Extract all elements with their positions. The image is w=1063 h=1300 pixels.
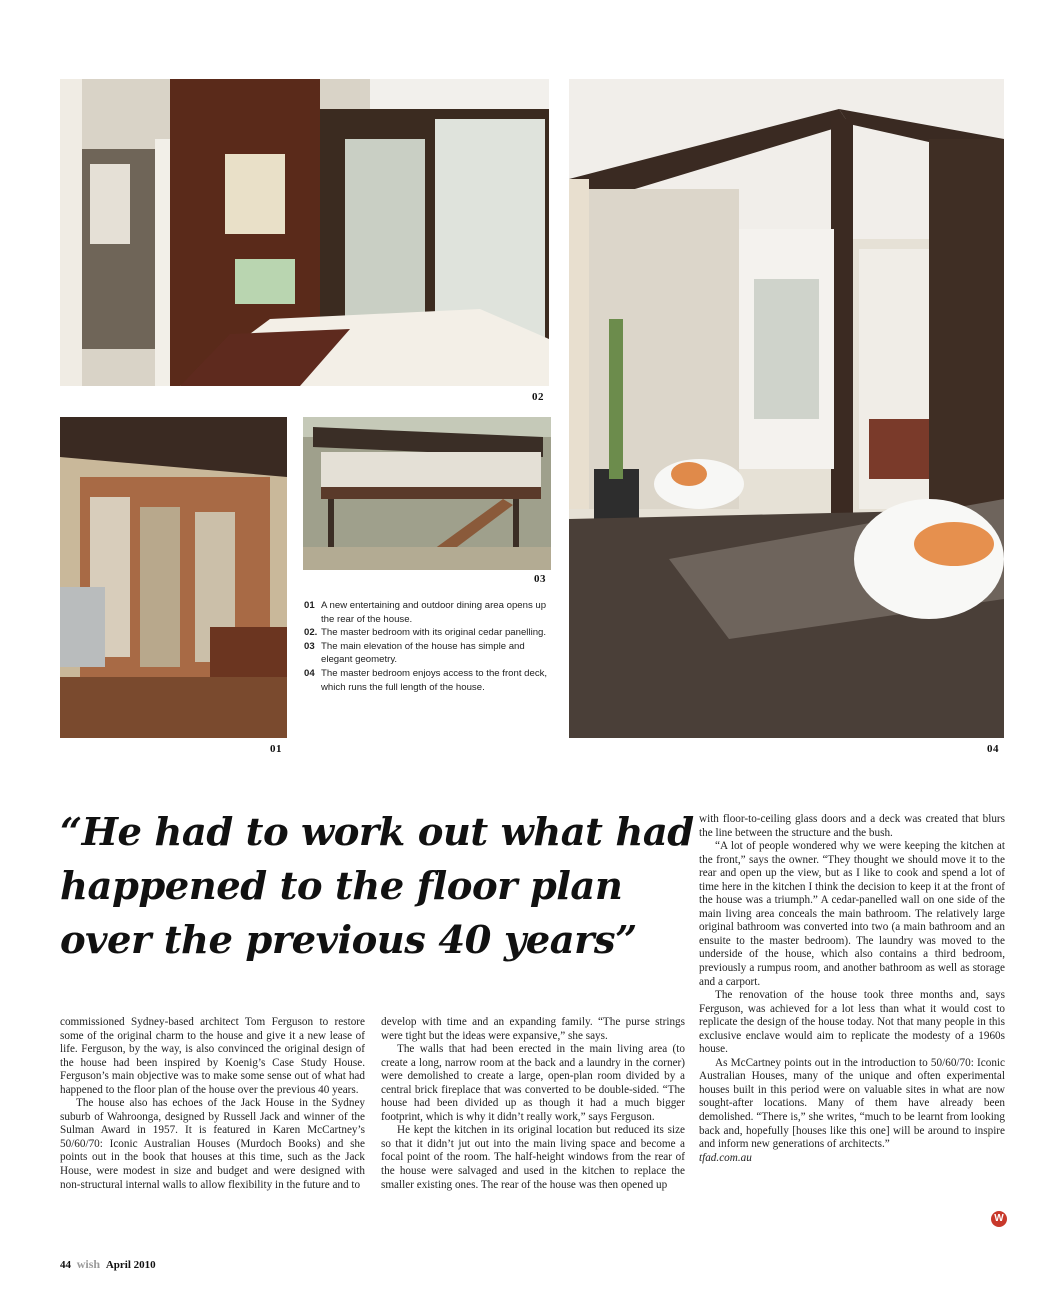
article-column-3 <box>699 813 1005 1165</box>
photo-label-04: 04 <box>987 743 999 755</box>
paragraph: He kept the kitchen in its original location but reduced its size so that it didn’t jut out into the main living space and become a focal point of the room. The half-height windows from the rear of the house were salvaged and used in the kitchen to replace the smaller existing ones. The rear of the house was then opened up <box>381 1124 685 1191</box>
photo-label-03: 03 <box>534 573 546 585</box>
caption-number: 04 <box>304 667 315 679</box>
paragraph: commissioned Sydney-based architect Tom Ferguson to restore some of the original charm to the house and give it a new lease of life. Ferguson, by the way, is also convinced the original design of the house had been inspired by Koenig’s Case Study House. Ferguson’s main objective was to make some sense out of what had happened to the floor plan of the house over the previous 40 years. <box>60 1016 365 1096</box>
paragraph: The house also has echoes of the Jack House in the Sydney suburb of Wahroonga, designed by Russell Jack and winner of the Sulman Award in 1957. It is featured in Karen McCartney’s 50/60/70: Iconic Australian Houses (Murdoch Books) and she points out in the book that houses at this time, such as the Jack House, were modest in size and budget and were designed with non-structural internal walls to allow flexibility in the future and to <box>60 1097 365 1191</box>
end-mark-badge: W <box>991 1211 1007 1227</box>
page-number: 44 <box>60 1259 71 1271</box>
page-footer <box>60 1257 156 1272</box>
article-column-2 <box>381 1016 685 1192</box>
paragraph: with floor-to-ceiling glass doors and a deck was created that blurs the line between the structure and the bush. <box>699 813 1005 839</box>
caption-text: The main elevation of the house has simple and elegant geometry. <box>321 640 525 666</box>
caption-number: 03 <box>304 640 315 652</box>
photo-elevation <box>303 417 551 570</box>
paragraph: As McCartney points out in the introduction to 50/60/70: Iconic Australian Houses, many of the unique and often experimental houses built in this period were on valuable sites in what are now sought-after locations. Many of them have already been demolished. “There is,” she writes, “much to be learnt from looking back and, hopefully [houses like this one] will be around to inspire and inform new generations of architects.” <box>699 1056 1005 1151</box>
caption-number: 01 <box>304 600 315 611</box>
caption-text: The master bedroom with its original cedar panelling. <box>321 627 547 639</box>
photo-captions <box>304 599 550 694</box>
caption-03 <box>304 640 550 667</box>
paragraph: The walls that had been erected in the main living area (to create a long, narrow room at the back and a laundry in the corner) were demolished to create a large, open-plan room divided by a central brick fireplace that was converted to be double-sided. “The house had been divided up as though it had a much bigger footprint, which is why it didn’t really work,” says Ferguson. <box>381 1043 685 1123</box>
pull-quote: “He had to work out what had happened to the floor plan over the previous 40 years” <box>60 810 694 963</box>
caption-01 <box>304 599 550 626</box>
photo-label-02: 02 <box>532 391 544 403</box>
paragraph: develop with time and an expanding family. “The purse strings were tight but the ideas were expansive,” she says. <box>381 1016 685 1042</box>
magazine-name: wish <box>76 1257 101 1271</box>
paragraph: The renovation of the house took three months and, says Ferguson, was achieved for a lot less than what it would cost to replicate the design of the house today. Not that many people in this exclusive enclave would aim to replicate the modesty of a 1960s house. <box>699 989 1005 1056</box>
caption-02 <box>304 626 550 640</box>
article-column-1 <box>60 1016 365 1192</box>
caption-text: A new entertaining and outdoor dining area opens up the rear of the house. <box>321 600 547 625</box>
photo-label-01: 01 <box>270 743 282 755</box>
issue-date: April 2010 <box>105 1259 156 1271</box>
caption-number: 02. <box>304 627 318 639</box>
photo-bedroom <box>60 79 549 386</box>
caption-text: The master bedroom enjoys access to the front deck, which runs the full length of the house. <box>321 667 548 693</box>
caption-04 <box>304 667 550 694</box>
photo-front-deck <box>569 79 1004 738</box>
paragraph: “A lot of people wondered why we were keeping the kitchen at the front,” says the owner. “They thought we should move it to the rear and open up the view, but as I like to cook and spend a lot of time here in the kitchen I think the decision to keep it at the front of the house was a triumph.” A cedar-panelled wall on one side of the main living area conceals the main bathroom. The relatively large original bathroom was converted into two (a main bathroom and an ensuite to the master bedroom). The laundry was moved to the underside of the house, which also contains a third bedroom, previously a rumpus room, and another bathroom as well as storage and a carport. <box>699 840 1005 988</box>
article-signoff: tfad.com.au <box>699 1151 752 1164</box>
photo-outdoor-dining <box>60 417 287 738</box>
